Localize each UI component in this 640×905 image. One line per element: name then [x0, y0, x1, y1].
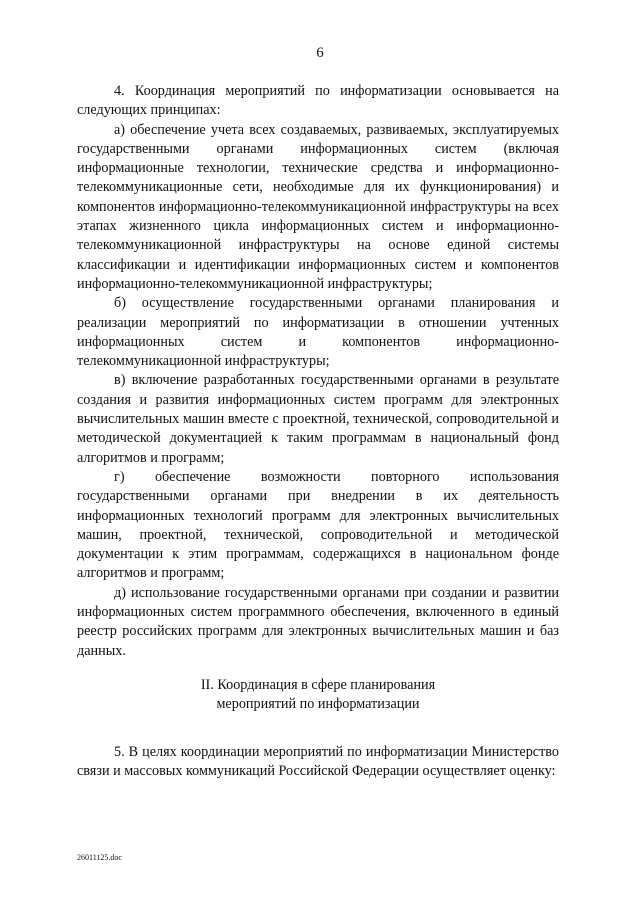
list-item-v: в) включение разработанных государственными органами в результате создания и развития информационных систем программ для электронных вычислительных машин вместе с проектной, технической, сопроводительной и методической документацией к таким программам в национальный фонд алгоритмов и программ;: [77, 372, 559, 466]
list-item-b: б) осуществление государственными органами планирования и реализации мероприятий по информатизации в отношении учтенных информационных систем и компонентов информационно-телекоммуникационной инфраструктуры;: [77, 295, 559, 370]
document-body: [77, 82, 559, 782]
paragraph-5: 5. В целях координации мероприятий по информатизации Министерство связи и массовых коммуникаций Российской Федерации осуществляет оценку:: [77, 743, 559, 780]
list-item-g: г) обеспечение возможности повторного использования государственными органами при внедрении в их деятельность информационных технологий программ для электронных вычислительных машин, проектной, технической, сопроводительной и методической документации к этим программам, содержащихся в национальном фонде алгоритмов и программ;: [77, 468, 559, 582]
section-heading-line-2: мероприятий по информатизации: [216, 695, 420, 712]
section-heading: [77, 676, 559, 714]
paragraph-4-intro: 4. Координация мероприятий по информатизации основывается на следующих принципах:: [77, 83, 559, 119]
page-number: 6: [316, 45, 324, 61]
list-item-d: д) использование государственными органами при создании и развитии информационных систем программного обеспечения, включенного в единый реестр российских программ для электронных вычислительных машин и баз данных.: [77, 584, 559, 659]
footer-filename: 26011125.doc: [77, 853, 122, 862]
list-item-a: а) обеспечение учета всех создаваемых, развиваемых, эксплуатируемых государственными органами информационных систем (включая информационные технологии, технические средства и информационно-телекоммуникационные сети, необходимые для их функционирования) и компонентов информационно-телекоммуникационной инфраструктуры на всех этапах жизненного цикла информационных систем и информационно-телекоммуникационной инфраструктуры на основе единой системы классификации и идентификации информационных систем и компонентов информационно-телекоммуникационной инфраструктуры;: [77, 121, 559, 292]
section-heading-line-1: II. Координация в сфере планирования: [200, 676, 436, 693]
